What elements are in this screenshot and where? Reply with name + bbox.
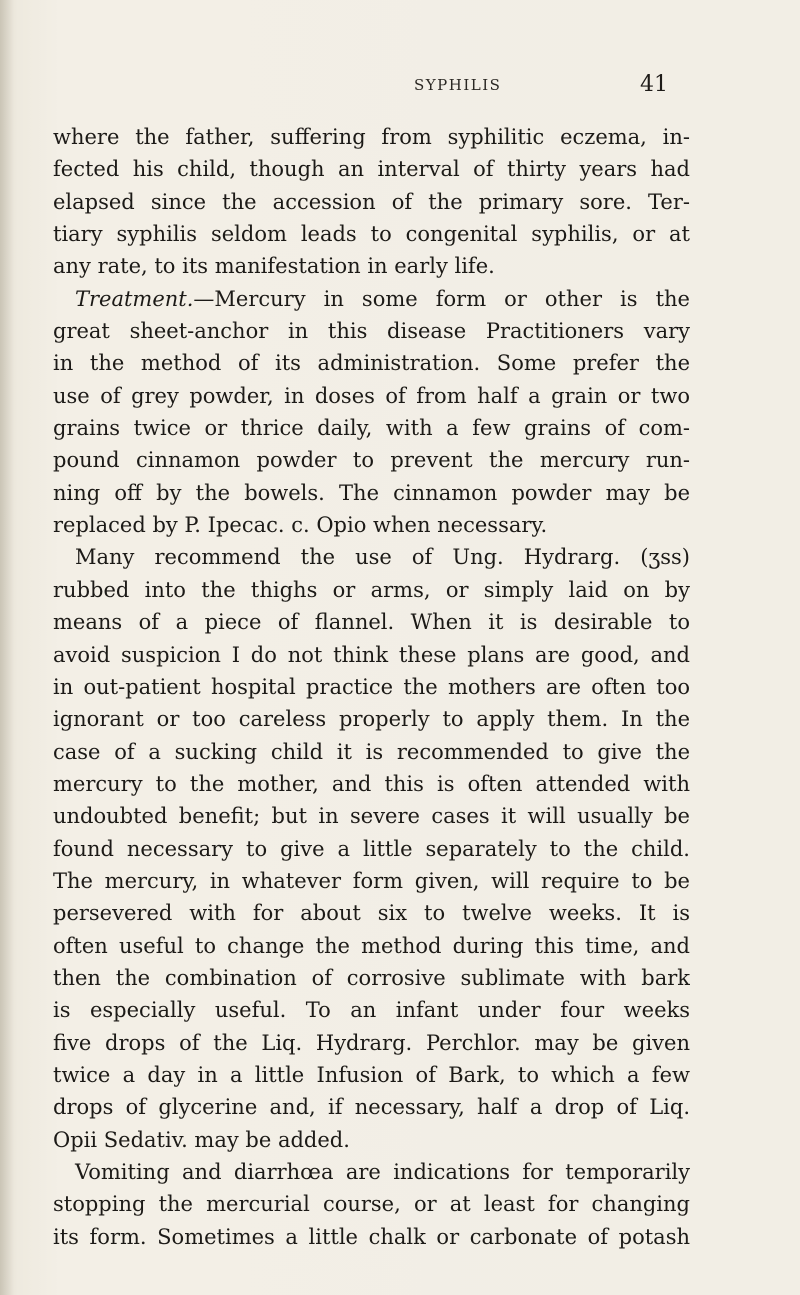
text-line: avoid suspicion I do not think these plans are good, and [53,642,690,667]
section-heading: Treatment. [75,286,194,311]
body-text [53,121,690,1253]
text-line: replaced by P. Ipecac. c. Opio when necessary. [53,513,548,538]
text-line: is especially useful. To an infant under four weeks [53,998,690,1023]
text-line: great sheet-anchor in this disease Practitioners vary [53,319,690,344]
text-line: five drops of the Liq. Hydrarg. Perchlor. may be given [53,1030,690,1055]
text-line: in out-patient hospital practice the mothers are often too [53,674,690,699]
running-head: SYPHILIS [414,76,502,94]
text-line: pound cinnamon powder to prevent the mercury run- [53,448,690,473]
text-line: undoubted benefit; but in severe cases it will usually be [53,804,690,829]
text-line: then the combination of corrosive sublimate with bark [53,965,690,990]
text-line: where the father, suffering from syphilitic eczema, in- [53,125,690,149]
spine-shadow [0,0,14,1295]
text-line: drops of glycerine and, if necessary, half a drop of Liq. [53,1095,690,1120]
text-line: ignorant or too careless properly to apply them. In the [53,707,690,732]
text-line: often useful to change the method during this time, and [53,933,690,958]
text-line: its form. Sometimes a little chalk or carbonate of potash [53,1224,690,1249]
text-line: fected his child, though an interval of thirty years had [53,157,690,182]
text-line: any rate, to its manifestation in early life. [53,254,495,279]
text-line: case of a sucking child it is recommended to give the [53,739,690,764]
text-line: persevered with for about six to twelve weeks. It is [53,901,690,926]
text-line: Many recommend the use of Ung. Hydrarg. (ʒss) [75,545,690,570]
text-line: Treatment.—Mercury in some form or other is the [75,286,690,311]
page-header [0,74,800,104]
text-line: Opii Sedativ. may be added. [53,1127,350,1152]
text-line: mercury to the mother, and this is often attended with [53,771,690,796]
text-line: grains twice or thrice daily, with a few grains of com- [53,416,690,441]
text-line: tiary syphilis seldom leads to congenital syphilis, or at [53,222,690,247]
text-line: twice a day in a little Infusion of Bark, to which a few [53,1062,690,1087]
text-line: ning off by the bowels. The cinnamon powder may be [53,480,690,505]
text-line: rubbed into the thighs or arms, or simply laid on by [53,577,690,602]
text-line: means of a piece of flannel. When it is desirable to [53,610,690,635]
text-line: in the method of its administration. Some prefer the [53,351,690,376]
text-line: Vomiting and diarrhœa are indications for temporarily [75,1160,690,1184]
text-line: elapsed since the accession of the primary sore. Ter- [53,189,690,214]
text-line: found necessary to give a little separately to the child. [53,836,690,861]
page-number: 41 [640,72,668,97]
text-line: use of grey powder, in doses of from half a grain or two [53,383,690,408]
text-line: stopping the mercurial course, or at least for changing [53,1192,690,1217]
text-line: The mercury, in whatever form given, will require to be [53,868,690,893]
